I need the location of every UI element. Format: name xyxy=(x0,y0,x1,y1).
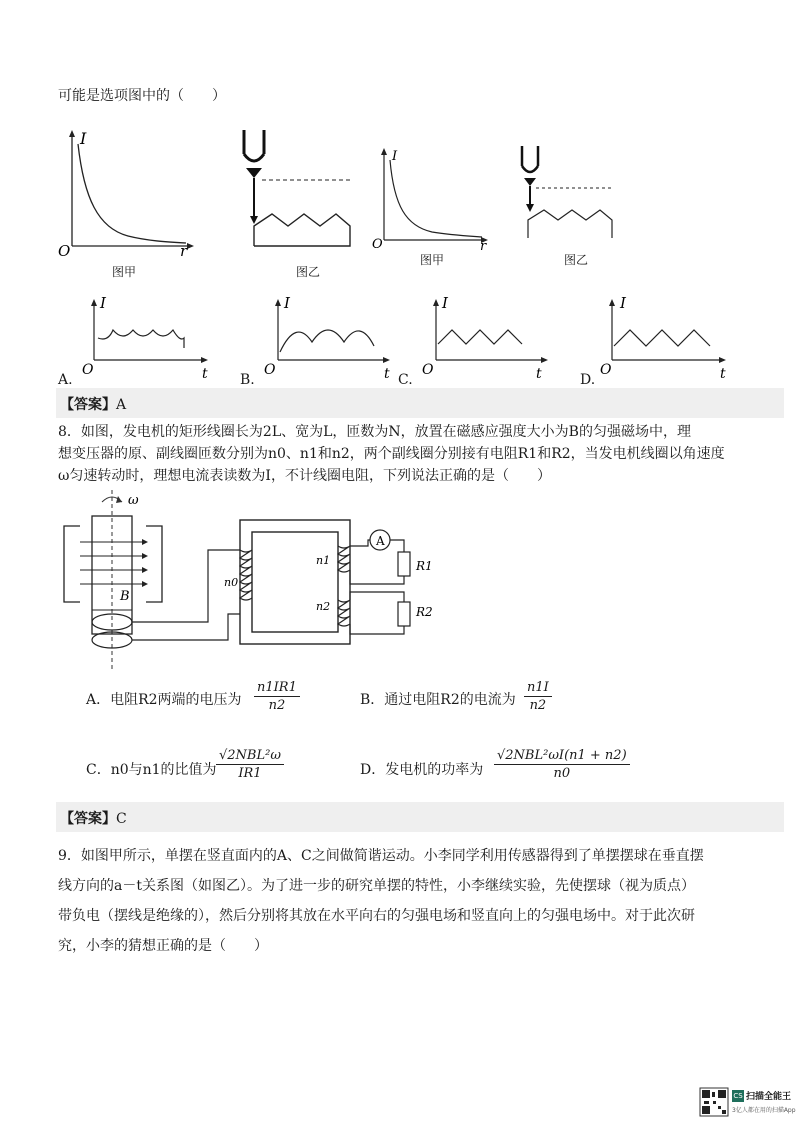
axis-label-r-2: r xyxy=(480,239,487,254)
caption-fig-yi-2: 图乙 xyxy=(564,253,589,267)
option-graph-a xyxy=(58,296,208,384)
q8-option-b-num: n1I xyxy=(524,680,552,697)
q7-answer-tag: 【答案】 xyxy=(60,397,116,413)
opt-c-t: t xyxy=(536,366,542,382)
axis-label-I-2: I xyxy=(392,149,398,164)
opt-d-I: I xyxy=(620,294,626,312)
q8-option-d-fraction xyxy=(494,748,630,782)
q8-option-c-fraction xyxy=(216,748,284,782)
axis-label-r: r xyxy=(180,242,188,260)
q8-answer-tag: 【答案】 xyxy=(60,811,116,827)
opt-c-O: O xyxy=(422,362,434,378)
q8-option-a xyxy=(86,690,242,710)
field-label-B: B xyxy=(120,589,130,604)
omega-symbol: ω xyxy=(128,493,139,508)
opt-a-O: O xyxy=(82,362,94,378)
caption-fig-jia-2: 图甲 xyxy=(420,253,445,267)
option-b-label: B. xyxy=(240,372,255,388)
scanner-watermark xyxy=(700,1088,796,1118)
axis-label-O-2: O xyxy=(372,237,383,252)
graph-jia-1 xyxy=(58,128,198,258)
R1-label: R1 xyxy=(416,559,433,573)
q8-answer xyxy=(60,808,127,828)
q8-line-2: 想变压器的原、副线圈匝数分别为n0、n1和n2，两个副线圈分别接有电阻R1和R2，当发电机线圈以角速度 xyxy=(58,446,725,462)
answer-band-q8 xyxy=(56,802,784,832)
option-c-label: C. xyxy=(398,372,413,388)
q9-line-4: 究，小李的猜想正确的是（ ） xyxy=(58,938,268,954)
graph-jia-2 xyxy=(372,146,492,254)
q8-option-c-label: C．n0与n1的比值为 xyxy=(86,762,217,778)
option-graph-d xyxy=(580,296,730,384)
option-d-label: D. xyxy=(580,372,596,388)
q8-option-d-label: D．发电机的功率为 xyxy=(360,762,484,778)
opt-b-I: I xyxy=(284,294,290,312)
option-graph-b xyxy=(240,296,390,384)
qr-code-icon xyxy=(700,1088,728,1116)
graph-yi-1 xyxy=(236,128,356,248)
brand-subtitle: 3亿人都在用的扫描App xyxy=(732,1107,796,1114)
opt-b-O: O xyxy=(264,362,276,378)
opt-c-I: I xyxy=(442,294,448,312)
q8-option-c-num: √2NBL²ω xyxy=(216,748,284,765)
q7-answer-value: A xyxy=(116,397,127,413)
caption-fig-jia-1: 图甲 xyxy=(112,265,137,279)
q8-option-c-den: IR1 xyxy=(238,766,262,781)
q8-option-b-label: B．通过电阻R2的电流为 xyxy=(360,692,516,708)
q9-line-2: 线方向的a－t关系图（如图乙）。为了进一步的研究单摆的特性，小李继续实验，先使摆球（视为质点） xyxy=(58,878,695,894)
graph-yi-2 xyxy=(516,144,620,248)
opt-d-O: O xyxy=(600,362,612,378)
cs-logo-icon: CS xyxy=(733,1092,743,1100)
q8-option-a-label: A．电阻R2两端的电压为 xyxy=(86,692,242,708)
q8-option-b xyxy=(360,690,516,710)
q8-option-b-den: n2 xyxy=(529,698,547,713)
q8-option-a-den: n2 xyxy=(268,698,286,713)
caption-fig-yi-1: 图乙 xyxy=(296,265,321,279)
q8-line-1: 8．如图，发电机的矩形线圈长为2L、宽为L，匝数为N，放置在磁感应强度大小为B的匀强磁场中，理 xyxy=(58,424,691,440)
opt-a-t: t xyxy=(202,366,208,382)
q9-line-3: 带负电（摆线是绝缘的），然后分别将其放在水平向右的匀强电场和竖直向上的匀强电场中。对于此次研 xyxy=(58,908,695,924)
q8-option-c xyxy=(86,760,217,780)
q8-option-d-num: √2NBL²ωI(n1 + n2) xyxy=(494,748,630,765)
answer-band-q7 xyxy=(56,388,784,418)
n2-label: n2 xyxy=(316,600,331,613)
generator-transformer-diagram xyxy=(58,490,478,670)
q8-option-a-fraction xyxy=(254,680,300,714)
q8-answer-value: C xyxy=(116,811,127,827)
q8-option-d xyxy=(360,760,483,780)
opt-a-I: I xyxy=(100,294,106,312)
axis-label-O: O xyxy=(58,242,71,260)
R2-label: R2 xyxy=(416,605,433,619)
option-a-label: A. xyxy=(58,372,73,388)
q8-line-3: ω匀速转动时，理想电流表读数为I，不计线圈电阻，下列说法正确的是（ ） xyxy=(58,468,551,484)
q8-option-a-num: n1IR1 xyxy=(254,680,300,697)
option-graph-c xyxy=(398,296,548,384)
q7-question-tail: 可能是选项图中的（ ） xyxy=(58,88,226,104)
opt-b-t: t xyxy=(384,366,390,382)
n0-label: n0 xyxy=(224,576,239,589)
brand-name: 扫描全能王 xyxy=(746,1092,792,1102)
opt-d-t: t xyxy=(720,366,726,382)
q9-line-1: 9．如图甲所示，单摆在竖直面内的A、C之间做简谐运动。小李同学利用传感器得到了单摆摆球在垂直摆 xyxy=(58,848,704,864)
axis-label-I: I xyxy=(80,129,87,148)
ammeter-A: A xyxy=(376,534,385,548)
q7-answer xyxy=(60,394,126,414)
n1-label: n1 xyxy=(316,554,331,567)
q8-option-b-fraction xyxy=(524,680,552,714)
q8-option-d-den: n0 xyxy=(553,766,571,781)
